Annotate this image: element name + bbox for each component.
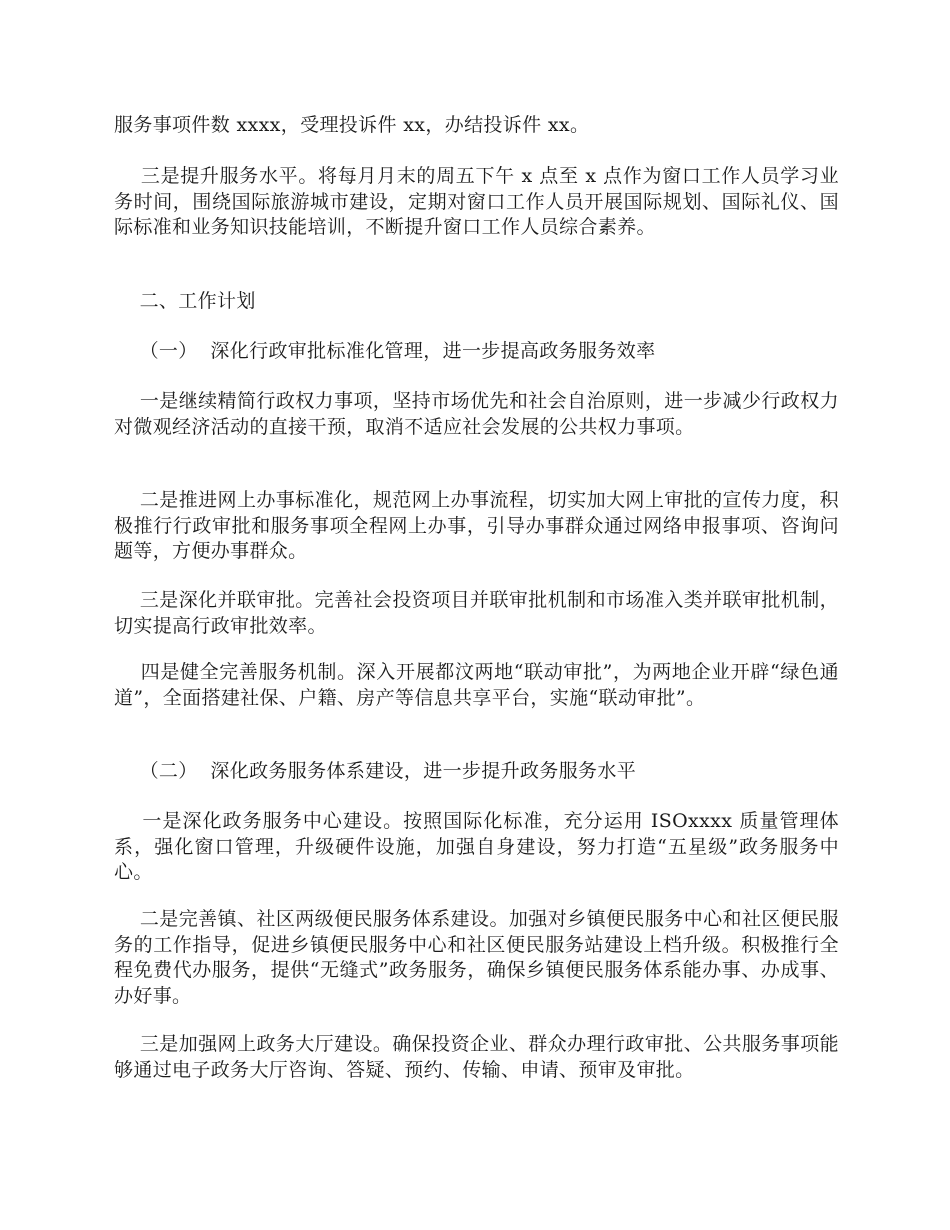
paragraph-plan-2-1: 一是深化政务服务中心建设。按照国际化标准，充分运用 ISOxxxx 质量管理体系，强化窗口管理，升级硬件设施，加强自身建设，努力打造“五星级”政务服务中心。 (114, 810, 839, 883)
paragraph-plan-1-1: 一是继续精简行政权力事项，坚持市场优先和社会自治原则，进一步减少行政权力对微观经济活动的直接干预，取消不适应社会发展的公共权力事项。 (114, 390, 839, 438)
subsection-heading-1: （一） 深化行政审批标准化管理，进一步提高政务服务效率 (114, 340, 656, 362)
paragraph-plan-2-2: 二是完善镇、社区两级便民服务体系建设。加强对乡镇便民服务中心和社区便民服务的工作指导，促进乡镇便民服务中心和社区便民服务站建设上档升级。积极推行全程免费代办服务，提供“无缝式”政务服务，确保乡镇便民服务体系能办事、办成事、办好事。 (114, 908, 839, 1007)
section-heading-work-plan: 二、工作计划 (114, 290, 256, 312)
subsection-heading-2: （二） 深化政务服务体系建设，进一步提升政务服务水平 (114, 760, 637, 782)
paragraph-plan-1-4: 四是健全完善服务机制。深入开展都汶两地“联动审批”，为两地企业开辟“绿色通道”，全面搭建社保、户籍、房产等信息共享平台，实施“联动审批”。 (114, 661, 840, 709)
paragraph-plan-1-2: 二是推进网上办事标准化，规范网上办事流程，切实加大网上审批的宣传力度，积极推行行政审批和服务事项全程网上办事，引导办事群众通过网络申报事项、咨询问题等，方便办事群众。 (114, 489, 839, 562)
paragraph-service-level: 三是提升服务水平。将每月月末的周五下午 x 点至 x 点作为窗口工作人员学习业务时间，围绕国际旅游城市建设，定期对窗口工作人员开展国际规划、国际礼仪、国际标准和业务知识技能培训，不断提升窗口工作人员综合素养。 (114, 165, 839, 238)
paragraph-service-stats: 服务事项件数 xxxx，受理投诉件 xx，办结投诉件 xx。 (114, 114, 590, 136)
paragraph-plan-2-3: 三是加强网上政务大厅建设。确保投资企业、群众办理行政审批、公共服务事项能够通过电子政务大厅咨询、答疑、预约、传输、申请、预审及审批。 (114, 1033, 839, 1081)
paragraph-plan-1-3: 三是深化并联审批。完善社会投资项目并联审批机制和市场准入类并联审批机制，切实提高行政审批效率。 (114, 589, 839, 637)
